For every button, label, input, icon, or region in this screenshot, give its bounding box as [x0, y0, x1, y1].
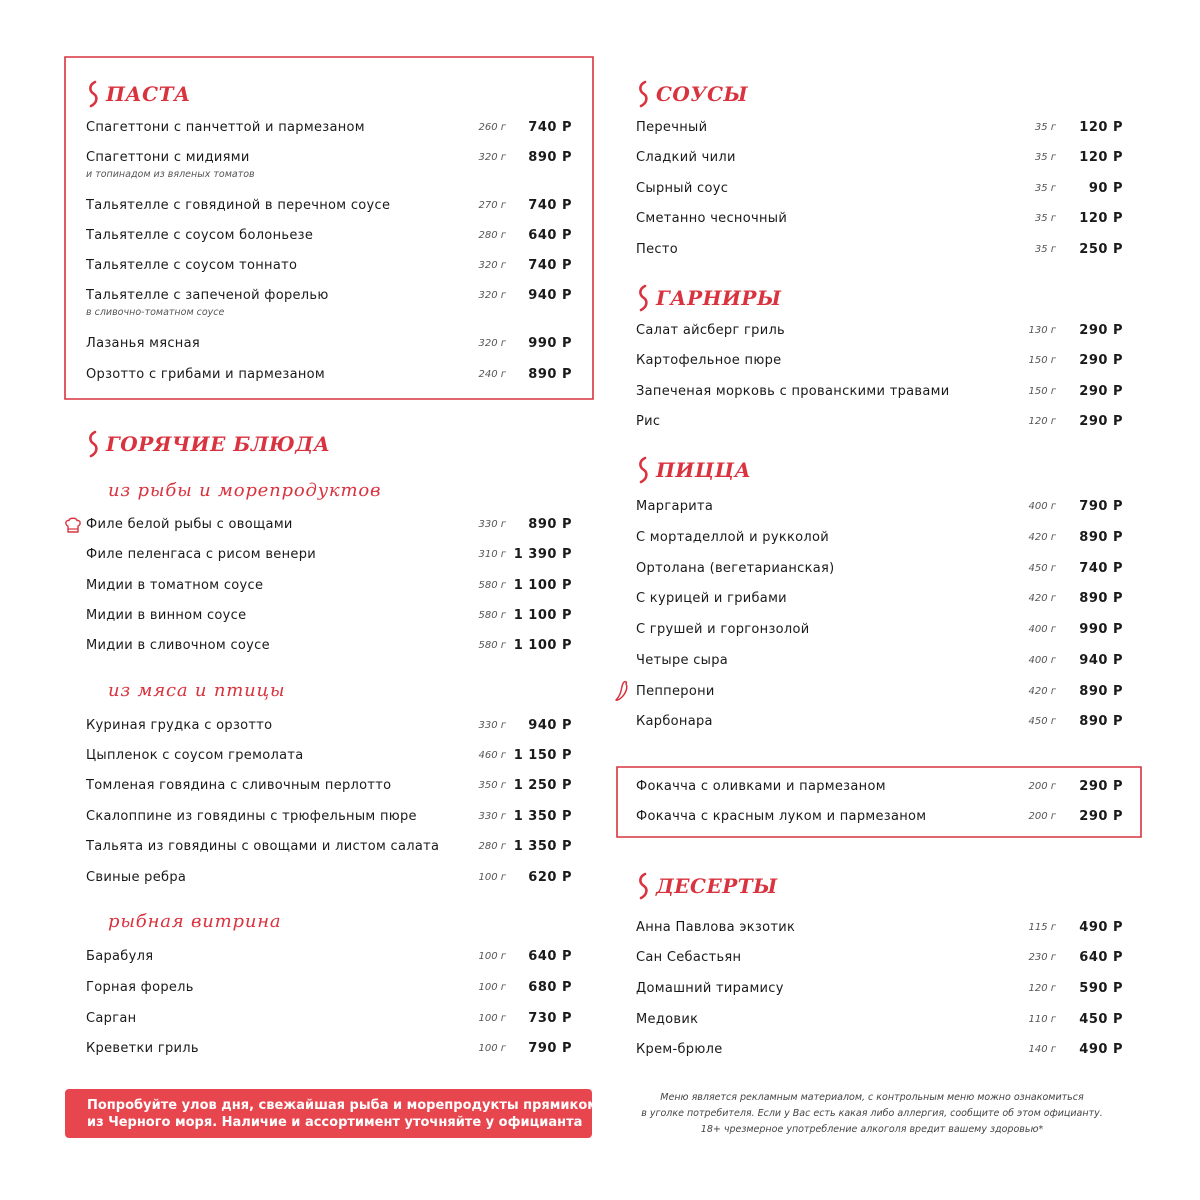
item-weight: 200 г	[1028, 811, 1056, 822]
disclaimer	[622, 1090, 1122, 1138]
item-name: С грушей и горгонзолой	[636, 622, 810, 637]
item-price: 120 Р	[1079, 120, 1123, 135]
item-name: Рис	[636, 414, 661, 429]
item-price: 120 Р	[1079, 211, 1123, 226]
squiggle-icon	[636, 456, 650, 484]
item-price: 290 Р	[1079, 779, 1123, 794]
menu-item	[86, 839, 572, 859]
item-name: Фокачча с красным луком и пармезаном	[636, 809, 927, 824]
menu-item	[86, 150, 572, 180]
item-price: 250 Р	[1079, 242, 1123, 257]
item-name: Песто	[636, 242, 678, 257]
promo-line: Попробуйте улов дня, свежайшая рыба и морепродукты прямиком	[87, 1098, 598, 1113]
item-weight: 400 г	[1028, 624, 1056, 635]
item-price: 890 Р	[1079, 591, 1123, 606]
item-weight: 110 г	[1028, 1014, 1056, 1025]
item-name: Филе пеленгаса с рисом венери	[86, 547, 317, 562]
item-weight: 150 г	[1028, 386, 1056, 397]
item-weight: 120 г	[1028, 416, 1056, 427]
item-weight: 350 г	[478, 780, 506, 791]
item-price: 680 Р	[528, 980, 572, 995]
menu-item	[86, 809, 572, 829]
menu-item	[86, 336, 572, 356]
item-name: Медовик	[636, 1012, 699, 1027]
item-name: Ортолана (вегетарианская)	[636, 561, 835, 576]
item-name: С мортаделлой и рукколой	[636, 530, 829, 545]
item-weight: 100 г	[478, 1013, 506, 1024]
item-name: С курицей и грибами	[636, 591, 787, 606]
item-price: 890 Р	[1079, 684, 1123, 699]
item-weight: 140 г	[1028, 1044, 1056, 1055]
menu-item	[636, 353, 1123, 373]
menu-item	[636, 950, 1123, 970]
item-weight: 35 г	[1034, 244, 1056, 255]
menu-item	[636, 181, 1123, 201]
item-name: Орзотто с грибами и пармезаном	[86, 367, 326, 382]
item-weight: 460 г	[478, 750, 506, 761]
item-weight: 260 г	[478, 122, 506, 133]
item-weight: 150 г	[1028, 355, 1056, 366]
squiggle-icon	[86, 430, 100, 458]
left-column	[86, 0, 572, 1200]
item-price: 890 Р	[528, 517, 572, 532]
menu-item	[636, 414, 1123, 434]
menu-item	[86, 367, 572, 387]
item-price: 640 Р	[1079, 950, 1123, 965]
item-weight: 120 г	[1028, 983, 1056, 994]
item-price: 940 Р	[1079, 653, 1123, 668]
menu-item	[636, 622, 1123, 642]
item-note: в сливочно-томатном соусе	[86, 307, 225, 318]
item-weight: 450 г	[1028, 563, 1056, 574]
item-price: 990 Р	[1079, 622, 1123, 637]
disclaimer-line: в уголке потребителя. Если у Вас есть какая либо аллергия, сообщите об этом официанту.	[641, 1108, 1103, 1119]
item-price: 290 Р	[1079, 384, 1123, 399]
item-name: Четыре сыра	[636, 653, 729, 668]
squiggle-icon	[86, 80, 100, 108]
menu-item	[636, 684, 1123, 704]
item-name: Спагеттони с панчеттой и пармезаном	[86, 120, 365, 135]
pasta-section-title: ПАСТА	[106, 82, 191, 106]
item-name: Свиные ребра	[86, 870, 187, 885]
item-weight: 320 г	[478, 260, 506, 271]
item-price: 450 Р	[1079, 1012, 1123, 1027]
menu-item	[636, 1042, 1123, 1062]
item-name: Сан Себастьян	[636, 950, 742, 965]
item-name: Барабуля	[86, 949, 154, 964]
promo-banner	[65, 1089, 598, 1138]
item-weight: 240 г	[478, 369, 506, 380]
item-weight: 35 г	[1034, 122, 1056, 133]
item-weight: 280 г	[478, 230, 506, 241]
menu-item	[86, 949, 572, 969]
item-name: Картофельное пюре	[636, 353, 782, 368]
item-name: Тальятелле с запеченой форелью	[86, 288, 329, 303]
item-note: и топинадом из вяленых томатов	[86, 169, 255, 180]
item-name: Тальятелле с говядиной в перечном соусе	[86, 198, 391, 213]
item-weight: 310 г	[478, 549, 506, 560]
item-price: 1 250 Р	[513, 778, 572, 793]
menu-item	[636, 120, 1123, 140]
menu-item	[86, 1011, 572, 1031]
item-name: Перечный	[636, 120, 708, 135]
menu-item	[636, 150, 1123, 170]
item-price: 1 390 Р	[513, 547, 572, 562]
item-weight: 35 г	[1034, 213, 1056, 224]
menu-item	[636, 981, 1123, 1001]
item-weight: 400 г	[1028, 655, 1056, 666]
item-name: Мидии в сливочном соусе	[86, 638, 270, 653]
item-weight: 400 г	[1028, 501, 1056, 512]
squiggle-icon	[636, 80, 650, 108]
item-weight: 230 г	[1028, 952, 1056, 963]
menu-item	[636, 920, 1123, 940]
item-weight: 420 г	[1028, 532, 1056, 543]
item-weight: 280 г	[478, 841, 506, 852]
item-price: 620 Р	[528, 870, 572, 885]
item-weight: 330 г	[478, 519, 506, 530]
item-name: Мидии в винном соусе	[86, 608, 247, 623]
item-weight: 450 г	[1028, 716, 1056, 727]
item-price: 940 Р	[528, 718, 572, 733]
item-weight: 320 г	[478, 338, 506, 349]
menu-item	[86, 778, 572, 798]
item-price: 740 Р	[528, 120, 572, 135]
item-name: Сарган	[86, 1011, 137, 1026]
menu-item	[636, 530, 1123, 550]
item-name: Пепперони	[636, 684, 715, 699]
right-column	[636, 0, 1123, 1200]
item-name: Запеченая морковь с прованскими травами	[636, 384, 950, 399]
item-name: Мидии в томатном соусе	[86, 578, 264, 593]
item-price: 120 Р	[1079, 150, 1123, 165]
squiggle-icon	[636, 284, 650, 312]
item-name: Куриная грудка с орзотто	[86, 718, 273, 733]
item-price: 790 Р	[1079, 499, 1123, 514]
item-price: 640 Р	[528, 228, 572, 243]
menu-item	[636, 591, 1123, 611]
item-weight: 420 г	[1028, 593, 1056, 604]
menu-item	[86, 980, 572, 1000]
item-price: 890 Р	[1079, 530, 1123, 545]
item-price: 1 100 Р	[513, 638, 572, 653]
item-name: Домашний тирамису	[636, 981, 784, 996]
item-price: 640 Р	[528, 949, 572, 964]
item-price: 1 100 Р	[513, 608, 572, 623]
item-price: 1 150 Р	[513, 748, 572, 763]
item-name: Сметанно чесночный	[636, 211, 788, 226]
desserts-section-title: ДЕСЕРТЫ	[656, 874, 778, 898]
item-name: Цыпленок с соусом гремолата	[86, 748, 304, 763]
menu-item	[86, 228, 572, 248]
item-price: 740 Р	[528, 198, 572, 213]
item-weight: 35 г	[1034, 152, 1056, 163]
fish-subtitle: из рыбы и морепродуктов	[108, 480, 382, 501]
menu-item	[636, 323, 1123, 343]
item-weight: 320 г	[478, 152, 506, 163]
item-name: Анна Павлова экзотик	[636, 920, 796, 935]
menu-item	[636, 242, 1123, 262]
menu-item	[86, 288, 572, 318]
menu-item	[86, 608, 572, 628]
item-name: Сладкий чили	[636, 150, 736, 165]
menu-item	[636, 499, 1123, 519]
item-price: 290 Р	[1079, 809, 1123, 824]
menu-item	[636, 779, 1123, 799]
pizza-section-title: ПИЦЦА	[656, 458, 752, 482]
item-weight: 100 г	[478, 872, 506, 883]
item-price: 940 Р	[528, 288, 572, 303]
menu-item	[636, 809, 1123, 829]
item-weight: 580 г	[478, 640, 506, 651]
menu-item	[86, 578, 572, 598]
item-price: 490 Р	[1079, 1042, 1123, 1057]
item-weight: 100 г	[478, 982, 506, 993]
menu-item	[86, 870, 572, 890]
item-name: Фокачча с оливками и пармезаном	[636, 779, 886, 794]
item-weight: 330 г	[478, 720, 506, 731]
item-weight: 130 г	[1028, 325, 1056, 336]
item-weight: 100 г	[478, 951, 506, 962]
menu-item	[86, 718, 572, 738]
menu-item	[86, 258, 572, 278]
item-weight: 580 г	[478, 580, 506, 591]
menu-item	[636, 1012, 1123, 1032]
item-price: 740 Р	[1079, 561, 1123, 576]
menu-item	[86, 638, 572, 658]
item-price: 290 Р	[1079, 323, 1123, 338]
item-price: 590 Р	[1079, 981, 1123, 996]
item-name: Тальята из говядины с овощами и листом салата	[86, 839, 440, 854]
item-price: 890 Р	[1079, 714, 1123, 729]
item-name: Крем-брюле	[636, 1042, 723, 1057]
item-weight: 320 г	[478, 290, 506, 301]
menu-item	[86, 198, 572, 218]
item-weight: 200 г	[1028, 781, 1056, 792]
squiggle-icon	[636, 872, 650, 900]
menu-item	[636, 211, 1123, 231]
item-name: Маргарита	[636, 499, 714, 514]
item-weight: 420 г	[1028, 686, 1056, 697]
item-weight: 270 г	[478, 200, 506, 211]
item-weight: 115 г	[1028, 922, 1056, 933]
item-name: Сырный соус	[636, 181, 729, 196]
item-name: Горная форель	[86, 980, 194, 995]
item-price: 290 Р	[1079, 414, 1123, 429]
menu-item	[86, 547, 572, 567]
item-price: 290 Р	[1079, 353, 1123, 368]
disclaimer-line: Меню является рекламным материалом, с контрольным меню можно ознакомиться	[660, 1092, 1084, 1103]
item-name: Спагеттони с мидиями	[86, 150, 250, 165]
menu-item	[636, 561, 1123, 581]
item-name: Филе белой рыбы с овощами	[86, 517, 293, 532]
item-weight: 100 г	[478, 1043, 506, 1054]
item-name: Салат айсберг гриль	[636, 323, 786, 338]
promo-line: из Черного моря. Наличие и ассортимент уточняйте у официанта	[87, 1115, 583, 1130]
menu-item	[86, 748, 572, 768]
hot-section-title: ГОРЯЧИЕ БЛЮДА	[106, 432, 331, 456]
item-price: 890 Р	[528, 367, 572, 382]
item-price: 1 350 Р	[513, 809, 572, 824]
item-price: 1 100 Р	[513, 578, 572, 593]
item-name: Томленая говядина с сливочным перлотто	[86, 778, 392, 793]
menu-item	[86, 517, 572, 537]
item-price: 490 Р	[1079, 920, 1123, 935]
menu-item	[636, 384, 1123, 404]
menu-item	[636, 714, 1123, 734]
item-name: Тальятелле с соусом тоннато	[86, 258, 298, 273]
item-price: 90 Р	[1088, 181, 1123, 196]
item-name: Тальятелле с соусом болоньезе	[86, 228, 314, 243]
item-name: Креветки гриль	[86, 1041, 199, 1056]
menu-item	[86, 120, 572, 140]
item-price: 740 Р	[528, 258, 572, 273]
item-price: 990 Р	[528, 336, 572, 351]
item-name: Карбонара	[636, 714, 713, 729]
item-weight: 580 г	[478, 610, 506, 621]
chili-icon	[613, 679, 631, 703]
meat-subtitle: из мяса и птицы	[108, 680, 286, 701]
item-name: Скалоппине из говядины с трюфельным пюре	[86, 809, 417, 824]
showcase-subtitle: рыбная витрина	[108, 911, 282, 932]
disclaimer-line: 18+ чрезмерное употребление алкоголя вредит вашему здоровью*	[700, 1124, 1044, 1135]
item-price: 1 350 Р	[513, 839, 572, 854]
menu-item	[86, 1041, 572, 1061]
item-weight: 35 г	[1034, 183, 1056, 194]
item-price: 790 Р	[528, 1041, 572, 1056]
menu-item	[636, 653, 1123, 673]
item-weight: 330 г	[478, 811, 506, 822]
item-name: Лазанья мясная	[86, 336, 200, 351]
sauces-section-title: СОУСЫ	[656, 82, 749, 106]
chef-hat-icon	[64, 516, 82, 534]
item-price: 730 Р	[528, 1011, 572, 1026]
item-price: 890 Р	[528, 150, 572, 165]
sides-section-title: ГАРНИРЫ	[656, 286, 782, 310]
